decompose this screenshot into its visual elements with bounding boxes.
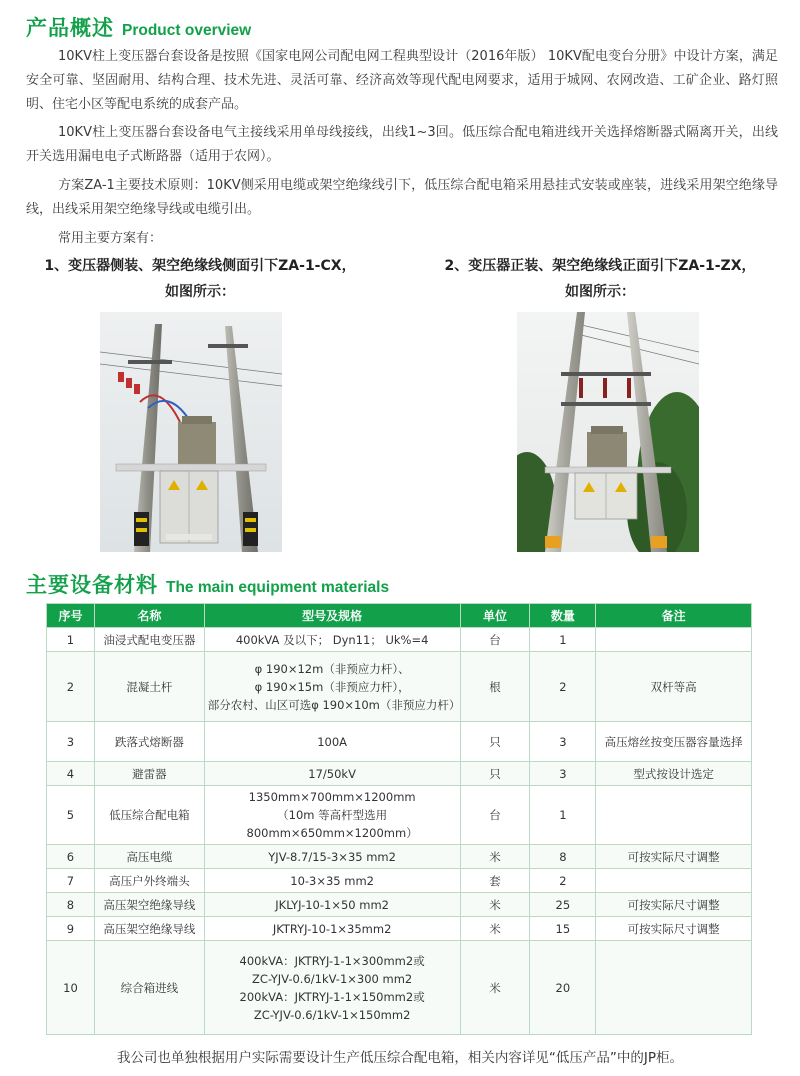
overview-title-cn: 产品概述 (26, 16, 114, 40)
cell-qty: 8 (530, 845, 596, 869)
caption-line: 2、变压器正装、架空绝缘线正面引下ZA-1-ZX， (444, 258, 756, 274)
overview-paragraph (26, 45, 778, 117)
caption-line: 1、变压器侧装、架空绝缘线侧面引下ZA-1-CX， (44, 258, 356, 274)
cell-spec (204, 786, 460, 845)
cell-no: 8 (47, 893, 95, 917)
cell-name: 油浸式配电变压器 (94, 628, 204, 652)
cell-note: 双杆等高 (596, 652, 752, 722)
overview-title (26, 12, 251, 42)
cell-unit: 米 (460, 845, 530, 869)
equipment-title-cn: 主要设备材料 (26, 573, 158, 597)
cell-qty: 15 (530, 917, 596, 941)
table-row (47, 722, 752, 762)
cell-qty: 3 (530, 762, 596, 786)
cell-unit: 台 (460, 786, 530, 845)
cell-note (596, 628, 752, 652)
cell-name: 高压架空绝缘导线 (94, 917, 204, 941)
cell-no: 2 (47, 652, 95, 722)
spec-line: JKLYJ-10-1×50 mm2 (275, 897, 389, 912)
cell-spec (204, 652, 460, 722)
scheme-caption-zx (410, 253, 790, 305)
spec-line: 10-3×35 mm2 (290, 873, 374, 888)
cell-unit: 只 (460, 762, 530, 786)
caption-line: 如图所示： (565, 284, 635, 300)
cell-no: 6 (47, 845, 95, 869)
header-note: 备注 (596, 604, 752, 628)
cell-qty: 2 (530, 869, 596, 893)
cell-unit: 米 (460, 917, 530, 941)
caption-line: 如图所示： (165, 284, 235, 300)
header-name: 名称 (94, 604, 204, 628)
cell-note: 可按实际尺寸调整 (596, 917, 752, 941)
cell-name: 综合箱进线 (94, 941, 204, 1035)
cell-no: 1 (47, 628, 95, 652)
cell-name: 高压户外终端头 (94, 869, 204, 893)
spec-line: 400kVA：JKTRYJ-1-1×300mm2或 (239, 953, 425, 968)
cell-no: 5 (47, 786, 95, 845)
table-row (47, 762, 752, 786)
table-row (47, 941, 752, 1035)
cell-name: 跌落式熔断器 (94, 722, 204, 762)
cell-no: 7 (47, 869, 95, 893)
equipment-table (46, 603, 752, 1035)
paragraph-text: 方案ZA-1主要技术原则：10KV侧采用电缆或架空绝缘线引下，低压综合配电箱采用悬挂式安装或座装，进线采用架空绝缘导线，出线采用架空绝缘导线或电缆引出。 (26, 178, 778, 217)
cell-qty: 2 (530, 652, 596, 722)
spec-line: ZC-YJV-0.6/1kV-1×150mm2 (253, 1007, 411, 1022)
spec-line: φ 190×15m（非预应力杆）， (254, 679, 410, 694)
cell-qty: 1 (530, 628, 596, 652)
spec-line: （10m 等高杆型选用 800mm×650mm×1200mm） (246, 808, 418, 840)
overview-paragraph (26, 121, 778, 169)
cell-note: 型式按设计选定 (596, 762, 752, 786)
header-no: 序号 (47, 604, 95, 628)
cell-qty: 1 (530, 786, 596, 845)
cell-unit: 米 (460, 893, 530, 917)
cell-spec (204, 941, 460, 1035)
table-row (47, 786, 752, 845)
spec-line: YJV-8.7/15-3×35 mm2 (268, 849, 396, 864)
cell-name: 避雷器 (94, 762, 204, 786)
cell-spec (204, 869, 460, 893)
cell-name: 高压电缆 (94, 845, 204, 869)
footer-note: 我公司也单独根据用户实际需要设计生产低压综合配电箱，相关内容详见“低压产品”中的JP柜。 (116, 1050, 684, 1066)
cell-unit: 只 (460, 722, 530, 762)
cell-unit: 套 (460, 869, 530, 893)
cell-unit: 米 (460, 941, 530, 1035)
header-qty: 数量 (530, 604, 596, 628)
cell-spec (204, 845, 460, 869)
cell-spec (204, 628, 460, 652)
cell-no: 10 (47, 941, 95, 1035)
table-row (47, 652, 752, 722)
overview-title-en: Product overview (122, 22, 252, 39)
spec-line: 部分农村、山区可选φ 190×10m（非预应力杆） (207, 697, 461, 712)
table-row (47, 845, 752, 869)
overview-paragraph (26, 227, 778, 251)
header-spec: 型号及规格 (204, 604, 460, 628)
spec-line: 17/50kV (308, 766, 356, 781)
cell-spec (204, 893, 460, 917)
cell-qty: 3 (530, 722, 596, 762)
paragraph-text: 常用主要方案有： (58, 231, 163, 246)
cell-spec (204, 762, 460, 786)
spec-line: 100A (317, 734, 348, 749)
header-unit: 单位 (460, 604, 530, 628)
spec-line: ZC-YJV-0.6/1kV-1×300 mm2 (252, 971, 413, 986)
cell-name: 高压架空绝缘导线 (94, 893, 204, 917)
spec-line: 400kVA 及以下； Dyn11； Uk%=4 (235, 632, 429, 647)
overview-paragraph (26, 174, 778, 222)
cell-no: 4 (47, 762, 95, 786)
transformer-front-mount-photo (517, 312, 699, 552)
table-header-row (47, 604, 752, 628)
cell-note: 可按实际尺寸调整 (596, 893, 752, 917)
cell-no: 9 (47, 917, 95, 941)
cell-note (596, 786, 752, 845)
cell-unit: 台 (460, 628, 530, 652)
cell-qty: 20 (530, 941, 596, 1035)
cell-note (596, 869, 752, 893)
cell-note: 高压熔丝按变压器容量选择 (596, 722, 752, 762)
cell-note (596, 941, 752, 1035)
cell-no: 3 (47, 722, 95, 762)
equipment-title (26, 569, 389, 599)
table-row (47, 917, 752, 941)
cell-name: 低压综合配电箱 (94, 786, 204, 845)
cell-note: 可按实际尺寸调整 (596, 845, 752, 869)
spec-line: JKTRYJ-10-1×35mm2 (272, 921, 392, 936)
scheme-caption-cx (10, 253, 390, 305)
cell-spec (204, 722, 460, 762)
paragraph-text: 10KV柱上变压器台套设备是按照《国家电网公司配电网工程典型设计（2016年版） 10KV配电变台分册》中设计方案，满足安全可靠、坚固耐用、结构合理、技术先进、灵活可靠、经济高效等现代配电网要求，适用于城网、农网改造、工矿企业、路灯照明、住宅小区等配电系统的成套产品。 (26, 49, 778, 112)
table-row (47, 869, 752, 893)
cell-qty: 25 (530, 893, 596, 917)
spec-line: φ 190×12m（非预应力杆）、 (254, 661, 410, 676)
spec-line: 1350mm×700mm×1200mm (248, 790, 416, 804)
table-row (47, 628, 752, 652)
cell-name: 混凝土杆 (94, 652, 204, 722)
transformer-side-mount-photo (100, 312, 282, 552)
table-row (47, 893, 752, 917)
cell-unit: 根 (460, 652, 530, 722)
cell-spec (204, 917, 460, 941)
equipment-title-en: The main equipment materials (166, 579, 390, 596)
spec-line: 200kVA：JKTRYJ-1-1×150mm2或 (239, 989, 425, 1004)
paragraph-text: 10KV柱上变压器台套设备电气主接线采用单母线接线，出线1~3回。低压综合配电箱进线开关选择熔断器式隔离开关，出线开关选用漏电电子式断路器（适用于农网）。 (26, 125, 778, 164)
